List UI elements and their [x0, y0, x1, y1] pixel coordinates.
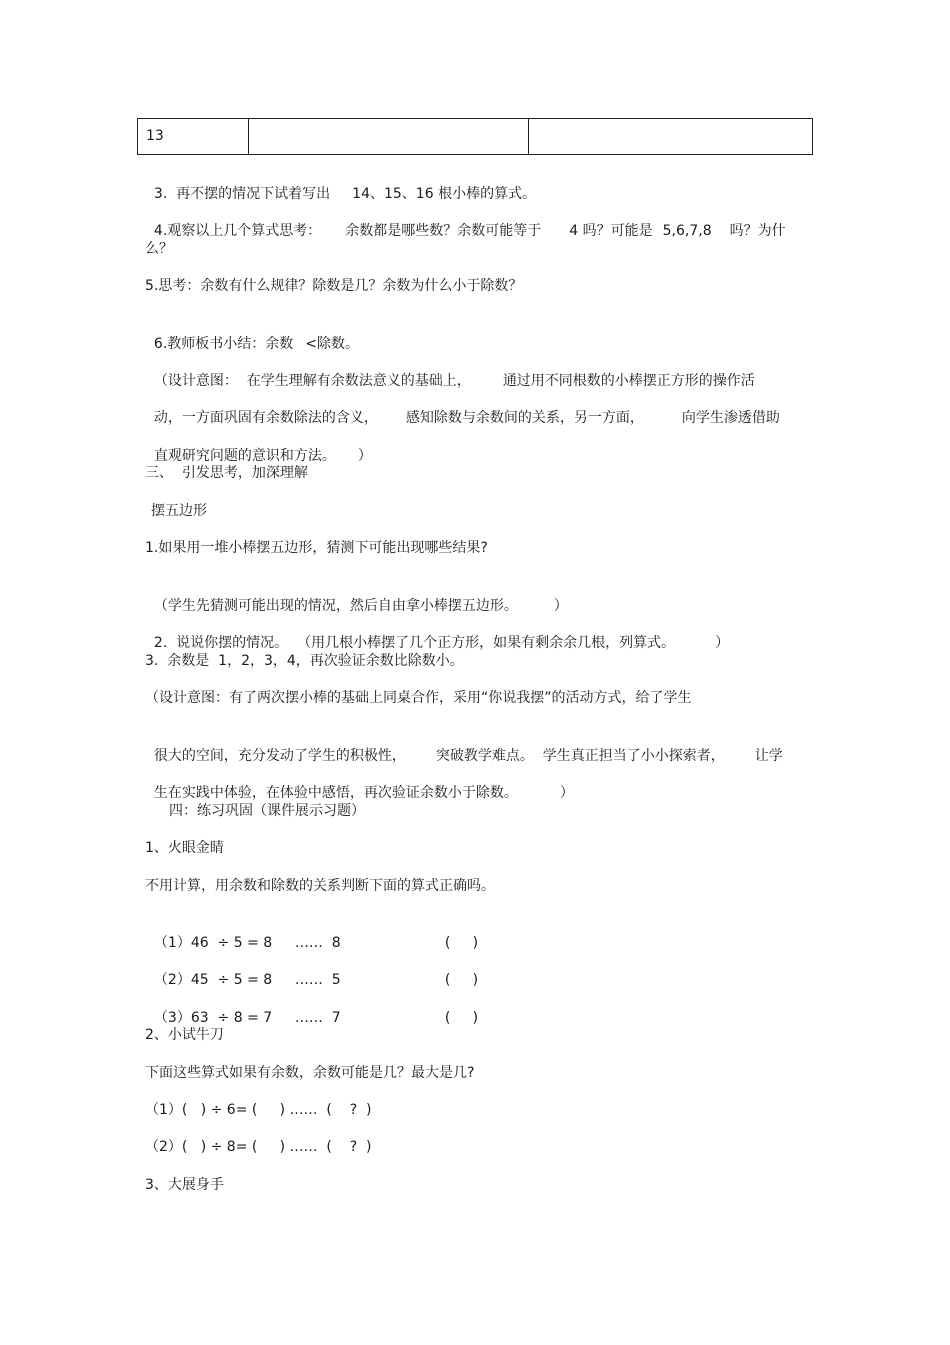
- exercise-1-title: 1、火眼金睛: [145, 840, 224, 856]
- exercise-1-item: [145, 988, 478, 1028]
- question-3: [145, 164, 536, 204]
- text: 4.观察以上几个算式思考：: [153, 223, 322, 239]
- text: 感知除数与余数间的关系，另一方面，: [405, 410, 644, 426]
- question-6: [145, 314, 359, 354]
- text: 让学: [754, 748, 783, 764]
- text: 6.教师板书小结：余数: [153, 336, 294, 352]
- equation: （1）46 ÷ 5 = 8: [153, 935, 273, 951]
- answer-blank[interactable]: ( ): [444, 935, 479, 951]
- equation: （2）45 ÷ 5 = 8: [153, 972, 273, 988]
- text: 余数都是哪些数？余数可能等于: [345, 223, 542, 239]
- exercise-3-title: 3、大展身手: [145, 1177, 224, 1193]
- remainder: …… 8: [294, 935, 341, 951]
- remainder: …… 5: [294, 972, 341, 988]
- text: 生在实践中体验，在体验中感悟，再次验证余数小于除数。: [153, 785, 518, 801]
- design-intent-1-cont: [145, 388, 780, 428]
- text: 通过用不同根数的小棒摆正方形的操作活: [502, 373, 755, 389]
- item-1-note: [145, 576, 568, 616]
- remainder: …… 7: [294, 1010, 341, 1026]
- answer-blank[interactable]: ( ): [444, 972, 479, 988]
- answer-blank[interactable]: ( ): [444, 1010, 479, 1026]
- equation: （3）63 ÷ 8 = 7: [153, 1010, 273, 1026]
- table-cell: [249, 119, 529, 154]
- question-5: 5.思考：余数有什么规律？除数是几？余数为什么小于除数？: [145, 278, 523, 294]
- exercise-1-item: [145, 913, 478, 953]
- text: 向学生渗透借助: [681, 410, 780, 426]
- exercise-2-desc: 下面这些算式如果有余数，余数可能是几？最大是几?: [145, 1065, 475, 1081]
- exercise-1-desc: 不用计算，用余数和除数的关系判断下面的算式正确吗。: [145, 878, 495, 894]
- text: ）: [357, 448, 372, 464]
- text: 4 吗？可能是: [569, 223, 653, 239]
- design-intent-1-end: [145, 426, 372, 466]
- text: 吗？为什: [729, 223, 786, 239]
- text: ）: [715, 635, 730, 651]
- text: 直观研究问题的意识和方法。: [153, 448, 336, 464]
- exercise-1-item: [145, 950, 478, 990]
- data-table: [137, 118, 813, 155]
- item-3: 3. 余数是 1，2，3，4，再次验证余数比除数小。: [145, 653, 464, 669]
- text: （设计意图： 在学生理解有余数法意义的基础上，: [153, 373, 471, 389]
- table-cell: [529, 119, 812, 154]
- section-heading-4: 四：练习巩固（课件展示习题）: [169, 803, 365, 819]
- text: 5,6,7,8: [662, 223, 712, 239]
- text: 14、15、16 根小棒的算式。: [352, 186, 537, 202]
- text: 很大的空间，充分发动了学生的积极性，: [153, 748, 406, 764]
- question-4-cont: 么？: [145, 241, 173, 257]
- text: ）: [559, 785, 574, 801]
- exercise-2-item: （2）( ) ÷ 8= ( ) …… ( ? ): [145, 1139, 372, 1155]
- table-cell: 13: [138, 119, 249, 154]
- text: 3. 再不摆的情况下试着写出: [153, 186, 331, 202]
- text: <除数。: [305, 336, 359, 352]
- item-2: [145, 613, 729, 653]
- text: ）: [553, 598, 568, 614]
- text: 2. 说说你摆的情况。 （用几根小棒摆了几个正方形，如果有剩余余几根，列算式。: [153, 635, 676, 651]
- question-4: [145, 201, 786, 241]
- exercise-2-item: （1）( ) ÷ 6= ( ) …… ( ? ): [145, 1102, 372, 1118]
- design-intent-2: （设计意图：有了两次摆小棒的基础上同桌合作，采用“你说我摆”的活动方式，给了学生: [145, 690, 692, 706]
- text: （学生先猜测可能出现的情况，然后自由拿小棒摆五边形。: [153, 598, 518, 614]
- text: 动，一方面巩固有余数除法的含义，: [153, 410, 378, 426]
- subheading-pentagon: 摆五边形: [151, 503, 207, 519]
- section-heading-3: 三、 引发思考，加深理解: [145, 465, 308, 481]
- design-intent-2-end: [145, 763, 574, 803]
- exercise-2-title: 2、小试牛刀: [145, 1027, 224, 1043]
- design-intent-1: [145, 351, 755, 391]
- text: 突破教学难点。 学生真正担当了小小探索者，: [435, 748, 725, 764]
- design-intent-2-cont: [145, 726, 783, 766]
- item-1: 1.如果用一堆小棒摆五边形，猜测下可能出现哪些结果?: [145, 540, 488, 556]
